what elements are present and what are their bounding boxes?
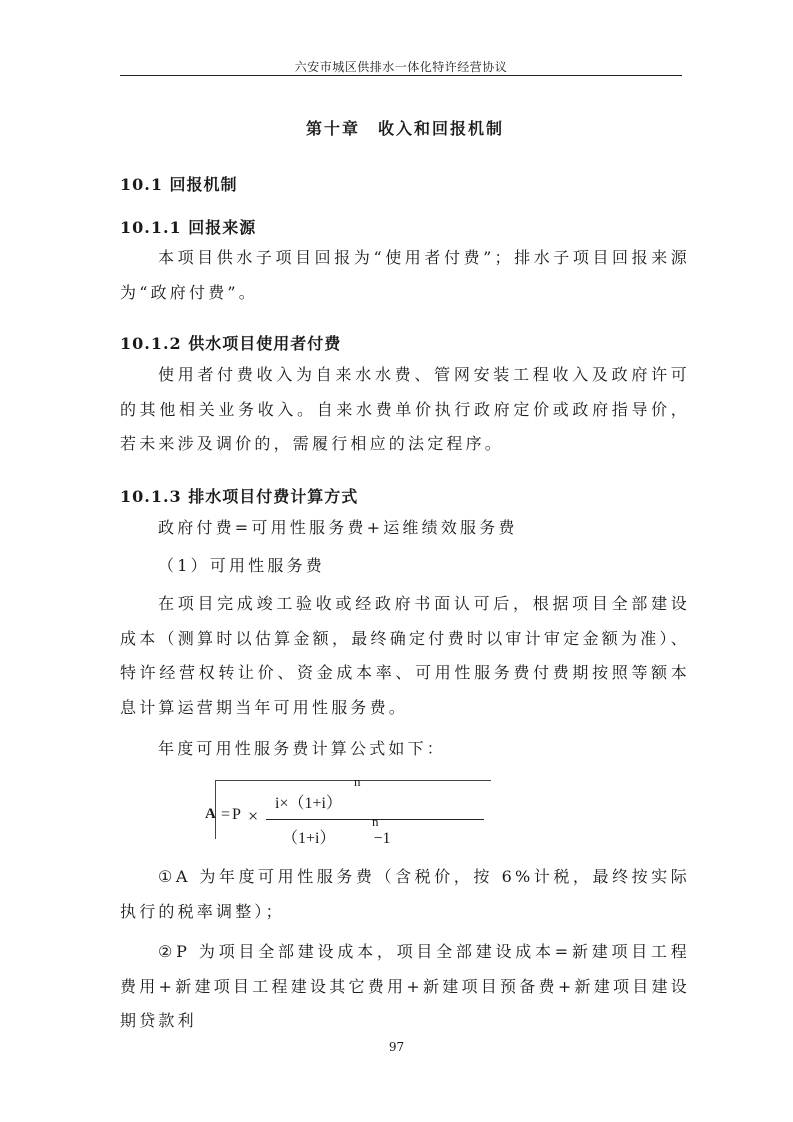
section-heading-10-1-2: 10.1.2 供水项目使用者付费 (120, 334, 342, 353)
formula-denominator-tail: −1 (373, 830, 391, 847)
paragraph-availability-desc: 在项目完成竣工验收或经政府书面认可后，根据项目全部建设成本（测算时以估算金额，最终确定付费时以审计审定金额为准）、特许经营权转让价、资金成本率、可用性服务费付费期按照等额本息计算运营期当年可用性服务费。 (120, 594, 690, 717)
formula-times: × (248, 806, 259, 826)
paragraph-definition-a: ①A 为年度可用性服务费（含税价，按 6%计税，最终按实际执行的税率调整）； (120, 867, 690, 921)
section-heading-10-1: 10.1 回报机制 (120, 175, 238, 194)
paragraph-definition-p: ②P 为项目全部建设成本，项目全部建设成本=新建项目工程费用+新建项目工程建设其它费用+新建项目预备费+新建项目建设期贷款利 (120, 942, 690, 1030)
formula-numerator-exponent: n (354, 774, 361, 789)
formula-principal: P (232, 806, 241, 823)
formula-numerator: i×（1+i） (275, 795, 342, 812)
paragraph-formula-intro: 年度可用性服务费计算公式如下： (158, 739, 447, 758)
header-divider (120, 75, 682, 76)
formula-denominator-exponent: n (372, 814, 379, 829)
formula-lhs: A (205, 806, 216, 822)
paragraph-availability-title: （1）可用性服务费 (158, 556, 325, 575)
chapter-title: 第十章 收入和回报机制 (305, 119, 504, 138)
section-heading-10-1-1: 10.1.1 回报来源 (120, 218, 257, 237)
page-number: 97 (388, 1040, 405, 1054)
paragraph-gov-payment: 政府付费=可用性服务费+运维绩效服务费 (158, 518, 518, 537)
formula-equals: = (221, 806, 231, 823)
paragraph-return-source: 本项目供水子项目回报为“使用者付费”；排水子项目回报来源为“政府付费”。 (120, 248, 690, 302)
paragraph-user-fee: 使用者付费收入为自来水水费、管网安装工程收入及政府许可的其他相关业务收入。自来水费单价执行政府定价或政府指导价，若未来涉及调价的，需履行相应的法定程序。 (120, 365, 690, 453)
section-heading-10-1-3: 10.1.3 排水项目付费计算方式 (120, 487, 359, 506)
running-header: 六安市城区供排水一体化特许经营协议 (294, 60, 508, 74)
formula-denominator-base: （1+i） (282, 830, 336, 847)
